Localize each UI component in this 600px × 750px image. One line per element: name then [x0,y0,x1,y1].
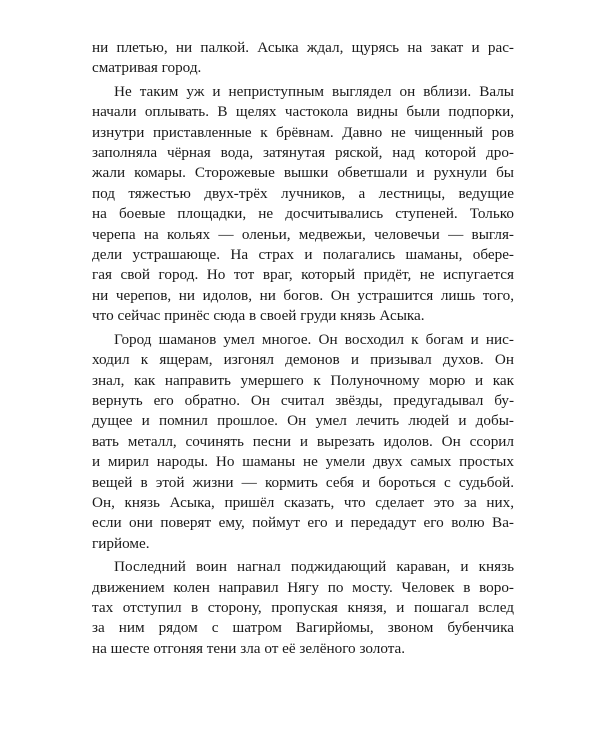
body-text [92,38,514,659]
text-line: вать металл, сочинять песни и вырезать идолов. Он ссорил [92,432,514,450]
text-line: на шесте отгоняя тени зла от её зелёного золота. [92,639,406,657]
text-line: на боевые площадки, не досчитывались ступеней. Только [92,205,514,223]
text-line: вещей в этой жизни — кормить себя и бороться с судьбой. [92,473,514,491]
text-line: под тяжестью двух-трёх лучников, а лестницы, ведущие [92,184,514,202]
text-line: движением колен направил Нягу по мосту. Человек в воро- [92,578,514,596]
text-line: ходил к ящерам, изгонял демонов и призывал духов. Он [92,351,514,369]
text-line: заполняла чёрная вода, затянутая ряской, над которой дро- [92,144,514,162]
text-line: и мирил народы. Но шаманы не умели двух самых простых [92,453,514,471]
text-line: черепа на кольях — оленьи, медвежьи, человечьи — выгля- [92,225,514,243]
text-line: что сейчас принёс сюда в своей груди князь Асыка. [92,307,425,325]
paragraph-4 [92,557,514,659]
paragraph-3 [92,330,514,554]
text-line: сматривая город. [92,59,202,77]
text-line: тах отступил в сторону, пропуская князя, и пошагал вслед [92,598,514,616]
text-line: вернуть его обратно. Он считал звёзды, предугадывал бу- [92,391,514,409]
text-line: изнутри приставленные к брёвнам. Давно не чищенный ров [92,123,514,141]
text-line: если они поверят ему, поймут его и передадут его волю Ва- [92,514,514,532]
text-line: Последний воин нагнал поджидающий караван, и князь [114,558,514,576]
text-line: гая свой город. Но тот враг, который придёт, не испугается [92,266,514,284]
paragraph-2 [92,82,514,327]
text-line: дели устрашающе. На страх и полагались шаманы, обере- [92,246,514,264]
text-line: ни плетью, ни палкой. Асыка ждал, щурясь на закат и рас- [92,39,514,56]
paragraph-1 [92,38,514,79]
text-line: Он, князь Асыка, пришёл сказать, что сделает это за них, [92,493,514,511]
text-line: Не таким уж и неприступным выглядел он вблизи. Валы [114,82,514,100]
text-line: ни черепов, ни идолов, ни богов. Он устрашится лишь того, [92,286,514,304]
text-line: жали комары. Сторожевые вышки обветшали и рухнули бы [92,164,514,182]
text-line: знал, как направить умершего к Полуночному морю и как [92,371,514,389]
text-line: начали оплывать. В щелях частокола видны были подпорки, [92,103,514,121]
text-line: дущее и помнил прошлое. Он умел лечить людей и добы- [92,412,514,430]
text-line: гирйоме. [92,534,150,552]
text-line: за ним рядом с шатром Вагирйомы, звоном бубенчика [92,619,514,637]
text-line: Город шаманов умел многое. Он восходил к богам и нис- [114,330,514,348]
